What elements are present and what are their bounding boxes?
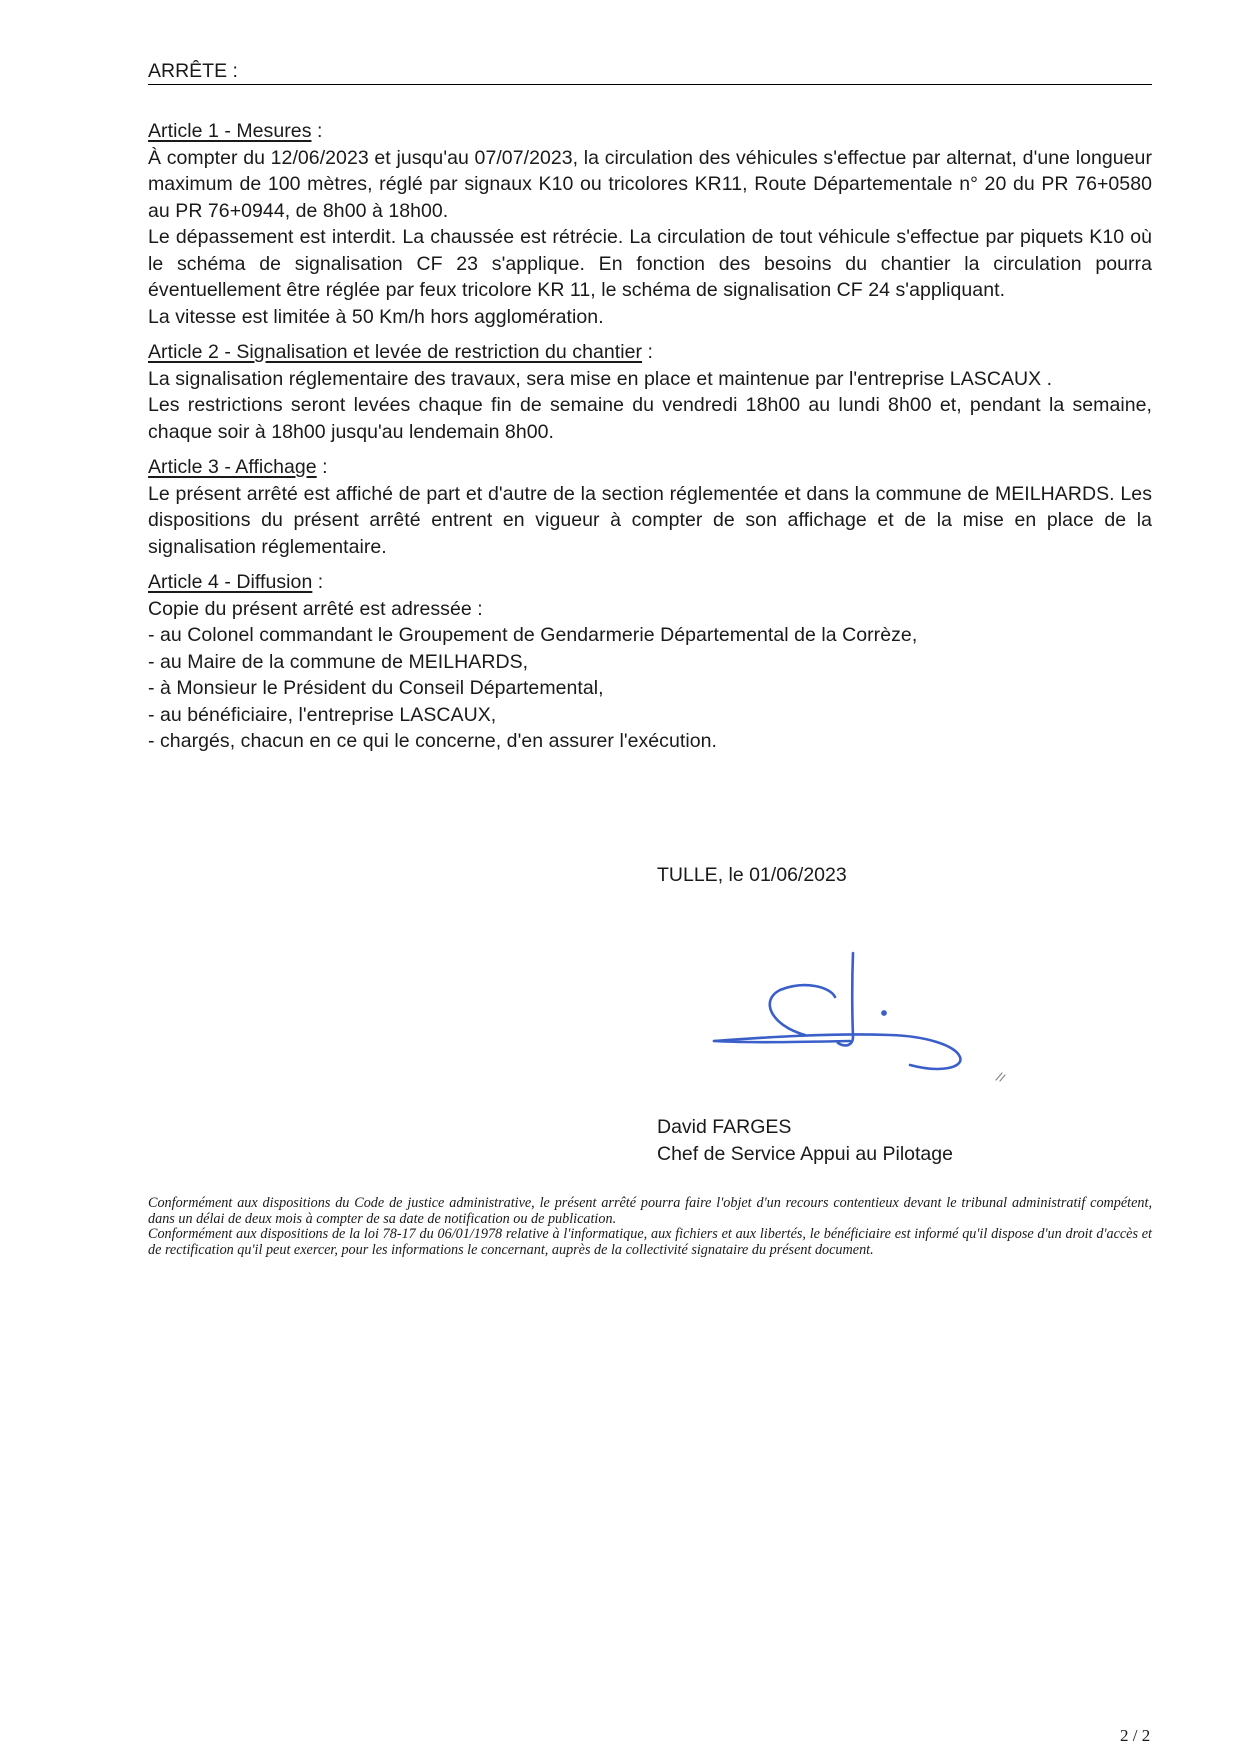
article-paragraph: Le présent arrêté est affiché de part et d'autre de la section réglementée et dans la commune de MEILHARDS. Les dispositions du présent arrêté entrent en vigueur à compter de son affichage et de la mise en place de la signalisation réglementaire.	[148, 482, 1152, 558]
place-date: TULLE, le 01/06/2023	[657, 864, 847, 886]
article-title-colon: :	[642, 341, 653, 363]
diffusion-line: - à Monsieur le Président du Conseil Départemental,	[148, 677, 604, 699]
legal-paragraph: Conformément aux dispositions du Code de justice administrative, le présent arrêté pourra faire l'objet d'un recours contentieux devant le tribunal administratif compétent, dans un délai de deux mois à compter de sa date de notification ou de publication.	[148, 1195, 1152, 1227]
article-title-colon: :	[311, 120, 323, 142]
diffusion-line: Copie du présent arrêté est adressée :	[148, 597, 483, 620]
article-paragraph: La vitesse est limitée à 50 Km/h hors agglomération.	[148, 305, 604, 328]
signer-name: David FARGES	[657, 1116, 792, 1138]
arrete-header	[148, 58, 1152, 85]
article-title: Article 3 - Affichage	[148, 456, 317, 478]
arrete-label: ARRÊTE :	[148, 60, 238, 82]
signer-block	[657, 1114, 953, 1168]
article-heading	[148, 118, 1152, 145]
page-number: 2 / 2	[1120, 1726, 1151, 1745]
article-heading	[148, 454, 1152, 481]
article-1	[148, 118, 1152, 330]
diffusion-line: - au bénéficiaire, l'entreprise LASCAUX,	[148, 703, 497, 726]
legal-notice	[148, 1196, 1152, 1258]
article-title-colon: :	[316, 456, 328, 478]
article-paragraph: À compter du 12/06/2023 et jusqu'au 07/07/2023, la circulation des véhicules s'effectue par alternat, d'une longueur maximum de 100 mètres, réglé par signaux K10 ou tricolores KR11, Route Départementale n° 20 du PR 76+0580 au PR 76+0944, de 8h00 à 18h00.	[148, 146, 1152, 222]
article-paragraph: Le dépassement est interdit. La chaussée est rétrécie. La circulation de tout véhicule s'effectue par piquets K10 où le schéma de signalisation CF 23 s'applique. En fonction des besoins du chantier la circulation pourra éventuellement être réglée par feux tricolore KR 11, le schéma de signalisation CF 24 s'appliquant.	[148, 226, 1152, 301]
article-3	[148, 454, 1152, 560]
legal-paragraph: Conformément aux dispositions de la loi 78-17 du 06/01/1978 relative à l'informatique, aux fichiers et aux libertés, le bénéficiaire est informé qu'il dispose d'un droit d'accès et de rectification qu'il peut exercer, pour les informations le concernant, auprès de la collectivité signataire du présent document.	[148, 1226, 1152, 1258]
article-title: Article 1 - Mesures	[148, 120, 312, 142]
diffusion-line: - chargés, chacun en ce qui le concerne, d'en assurer l'exécution.	[148, 730, 717, 752]
articles-body	[148, 118, 1152, 764]
article-title: Article 2 - Signalisation et levée de restriction du chantier	[148, 341, 643, 363]
article-2	[148, 339, 1152, 445]
article-paragraph: Les restrictions seront levées chaque fin de semaine du vendredi 18h00 au lundi 8h00 et, pendant la semaine, chaque soir à 18h00 jusqu'au lendemain 8h00.	[148, 394, 1152, 443]
article-4	[148, 569, 1152, 755]
handwritten-signature	[710, 945, 1010, 1095]
article-title: Article 4 - Diffusion	[148, 571, 313, 593]
diffusion-line: - au Maire de la commune de MEILHARDS,	[148, 650, 529, 673]
article-paragraph: La signalisation réglementaire des travaux, sera mise en place et maintenue par l'entreprise LASCAUX .	[148, 367, 1053, 390]
article-heading	[148, 339, 1152, 366]
article-heading	[148, 569, 1152, 596]
signer-role: Chef de Service Appui au Pilotage	[657, 1143, 953, 1165]
diffusion-line: - au Colonel commandant le Groupement de Gendarmerie Départemental de la Corrèze,	[148, 624, 918, 646]
article-title-colon: :	[312, 571, 324, 593]
